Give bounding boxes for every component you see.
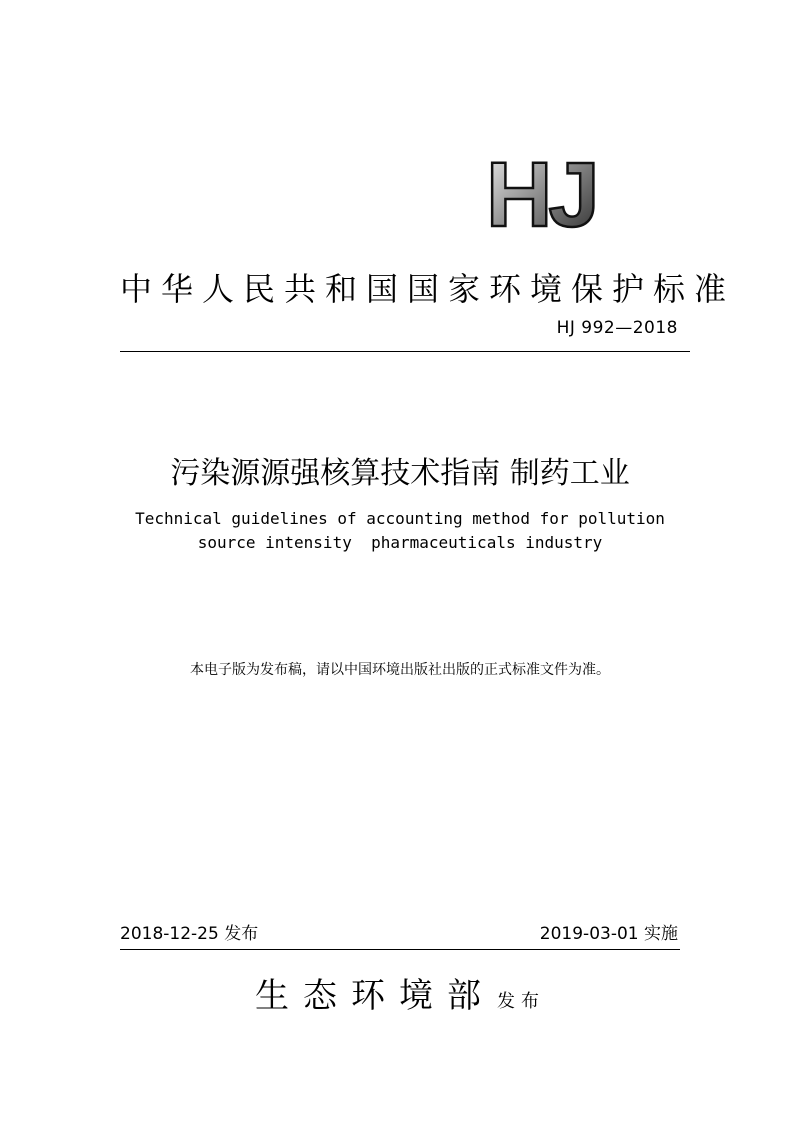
electronic-version-notice: 本电子版为发布稿，请以中国环境出版社出版的正式标准文件为准。 — [190, 662, 610, 678]
implementation-date: 2019-03-01 实施 — [539, 924, 678, 944]
publisher-row — [0, 968, 800, 1017]
publish-verb: 发布 — [497, 991, 545, 1012]
top-divider — [120, 351, 690, 352]
hj-logo-text: HJ — [486, 150, 596, 232]
publisher: 生态环境部 — [255, 976, 495, 1016]
bottom-divider — [120, 949, 680, 950]
document-title-english-line1: Technical guidelines of accounting method for pollution — [135, 509, 665, 528]
standard-code: HJ 992—2018 — [556, 318, 678, 338]
standard-name: 中华人民共和国国家环境保护标准 — [120, 270, 736, 308]
document-title-english-line2: source intensity pharmaceuticals industry — [197, 533, 603, 552]
document-title-chinese: 污染源源强核算技术指南 制药工业 — [170, 456, 630, 491]
hj-logo — [484, 150, 624, 232]
issue-date: 2018-12-25 发布 — [120, 924, 259, 944]
